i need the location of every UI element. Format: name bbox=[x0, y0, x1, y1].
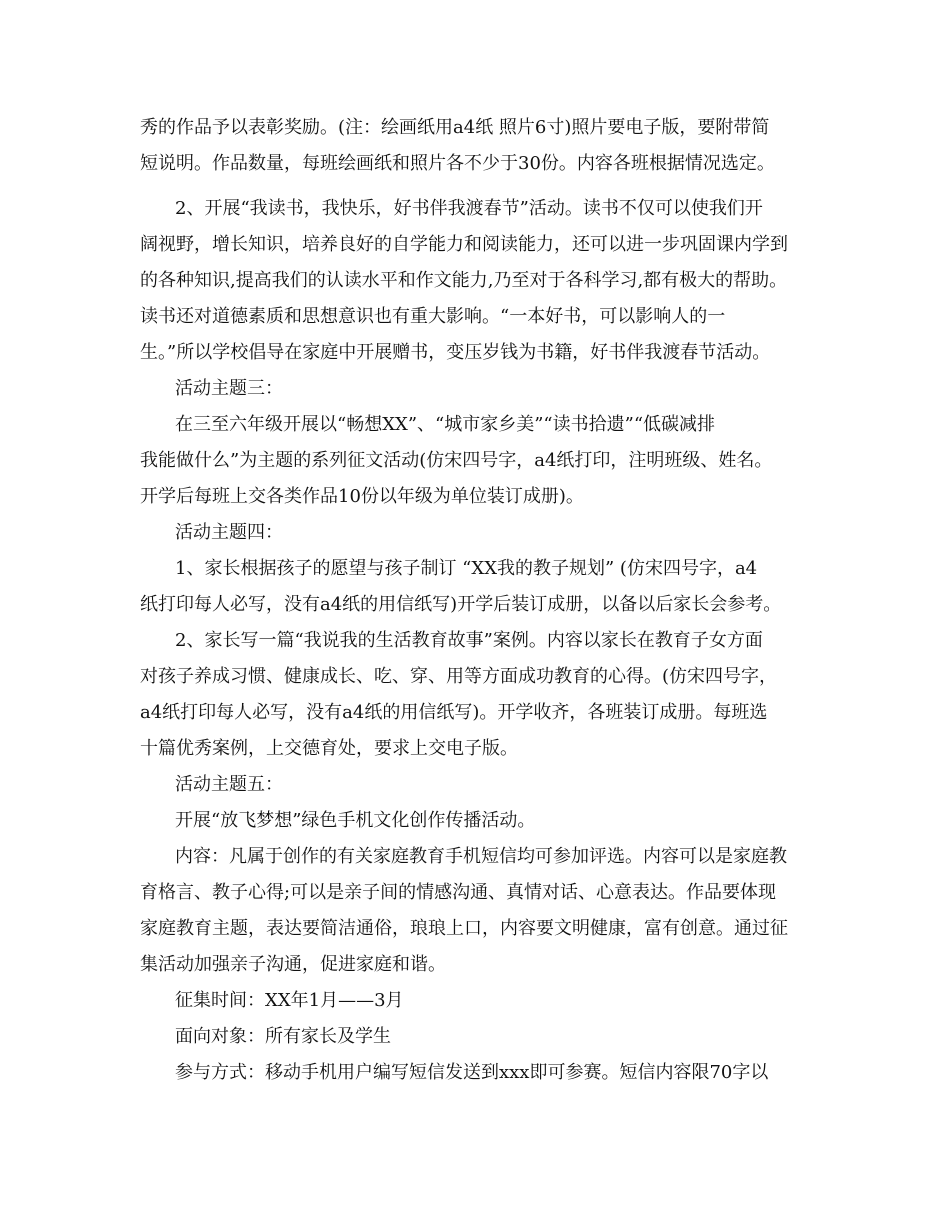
body-text-line: 开学后每班上交各类作品10份以年级为单位装订成册)。 bbox=[140, 486, 584, 507]
body-text-line: 家庭教育主题，表达要简洁通俗，琅琅上口，内容要文明健康，富有创意。通过征 bbox=[140, 918, 788, 939]
section-heading: 活动主题五： bbox=[175, 774, 283, 795]
body-text-line: 育格言、教子心得;可以是亲子间的情感沟通、真情对话、心意表达。作品要体现 bbox=[140, 882, 777, 903]
body-text-line: 十篇优秀案例，上交德育处，要求上交电子版。 bbox=[140, 738, 518, 759]
body-text-line: 内容：凡属于创作的有关家庭教育手机短信均可参加评选。内容可以是家庭教 bbox=[175, 846, 787, 867]
section-heading: 活动主题三： bbox=[175, 378, 283, 399]
body-text-line: 读书还对道德素质和思想意识也有重大影响。“一本好书，可以影响人的一 bbox=[140, 306, 726, 327]
body-text-line: 征集时间：XX年1月——3月 bbox=[175, 990, 404, 1011]
body-text-line: 2、家长写一篇“我说我的生活教育故事”案例。内容以家长在教育子女方面 bbox=[175, 630, 763, 651]
body-text-line: 阔视野，增长知识，培养良好的自学能力和阅读能力，还可以进一步巩固课内学到 bbox=[140, 234, 788, 255]
body-text-line: 面向对象：所有家长及学生 bbox=[175, 1026, 391, 1047]
body-text-line: 我能做什么”为主题的系列征文活动(仿宋四号字，a4纸打印，注明班级、姓名。 bbox=[140, 450, 773, 471]
body-text-line: a4纸打印每人必写，没有a4纸的用信纸写)。开学收齐，各班装订成册。每班选 bbox=[140, 702, 768, 723]
body-text-line: 在三至六年级开展以“畅想XX”、“城市家乡美”“读书拾遗”“低碳减排 bbox=[175, 414, 716, 435]
body-text-line: 生。”所以学校倡导在家庭中开展赠书，变压岁钱为书籍，好书伴我渡春节活动。 bbox=[140, 342, 771, 363]
body-text-line: 纸打印每人必写，没有a4纸的用信纸写)开学后装订成册，以备以后家长会参考。 bbox=[140, 594, 782, 615]
body-text-line: 2、开展“我读书，我快乐，好书伴我渡春节”活动。读书不仅可以使我们开 bbox=[175, 198, 763, 219]
body-text-line: 1、家长根据孩子的愿望与孩子制订 “XX我的教子规划” (仿宋四号字，a4 bbox=[175, 558, 758, 579]
section-heading: 活动主题四： bbox=[175, 522, 283, 543]
body-text-line: 短说明。作品数量，每班绘画纸和照片各不少于30份。内容各班根据情况选定。 bbox=[140, 153, 775, 174]
body-text-line: 对孩子养成习惯、健康成长、吃、穿、用等方面成功教育的心得。(仿宋四号字， bbox=[140, 666, 778, 687]
body-text-line: 开展“放飞梦想”绿色手机文化创作传播活动。 bbox=[175, 810, 536, 831]
body-text-line: 参与方式：移动手机用户编写短信发送到xxx即可参赛。短信内容限70字以 bbox=[175, 1062, 769, 1083]
body-text-line: 集活动加强亲子沟通，促进家庭和谐。 bbox=[140, 954, 446, 975]
body-text-line: 秀的作品予以表彰奖励。(注：绘画纸用a4纸 照片6寸)照片要电子版，要附带简 bbox=[140, 117, 770, 138]
body-text-line: 的各种知识,提高我们的认读水平和作文能力,乃至对于各科学习,都有极大的帮助。 bbox=[140, 270, 788, 291]
